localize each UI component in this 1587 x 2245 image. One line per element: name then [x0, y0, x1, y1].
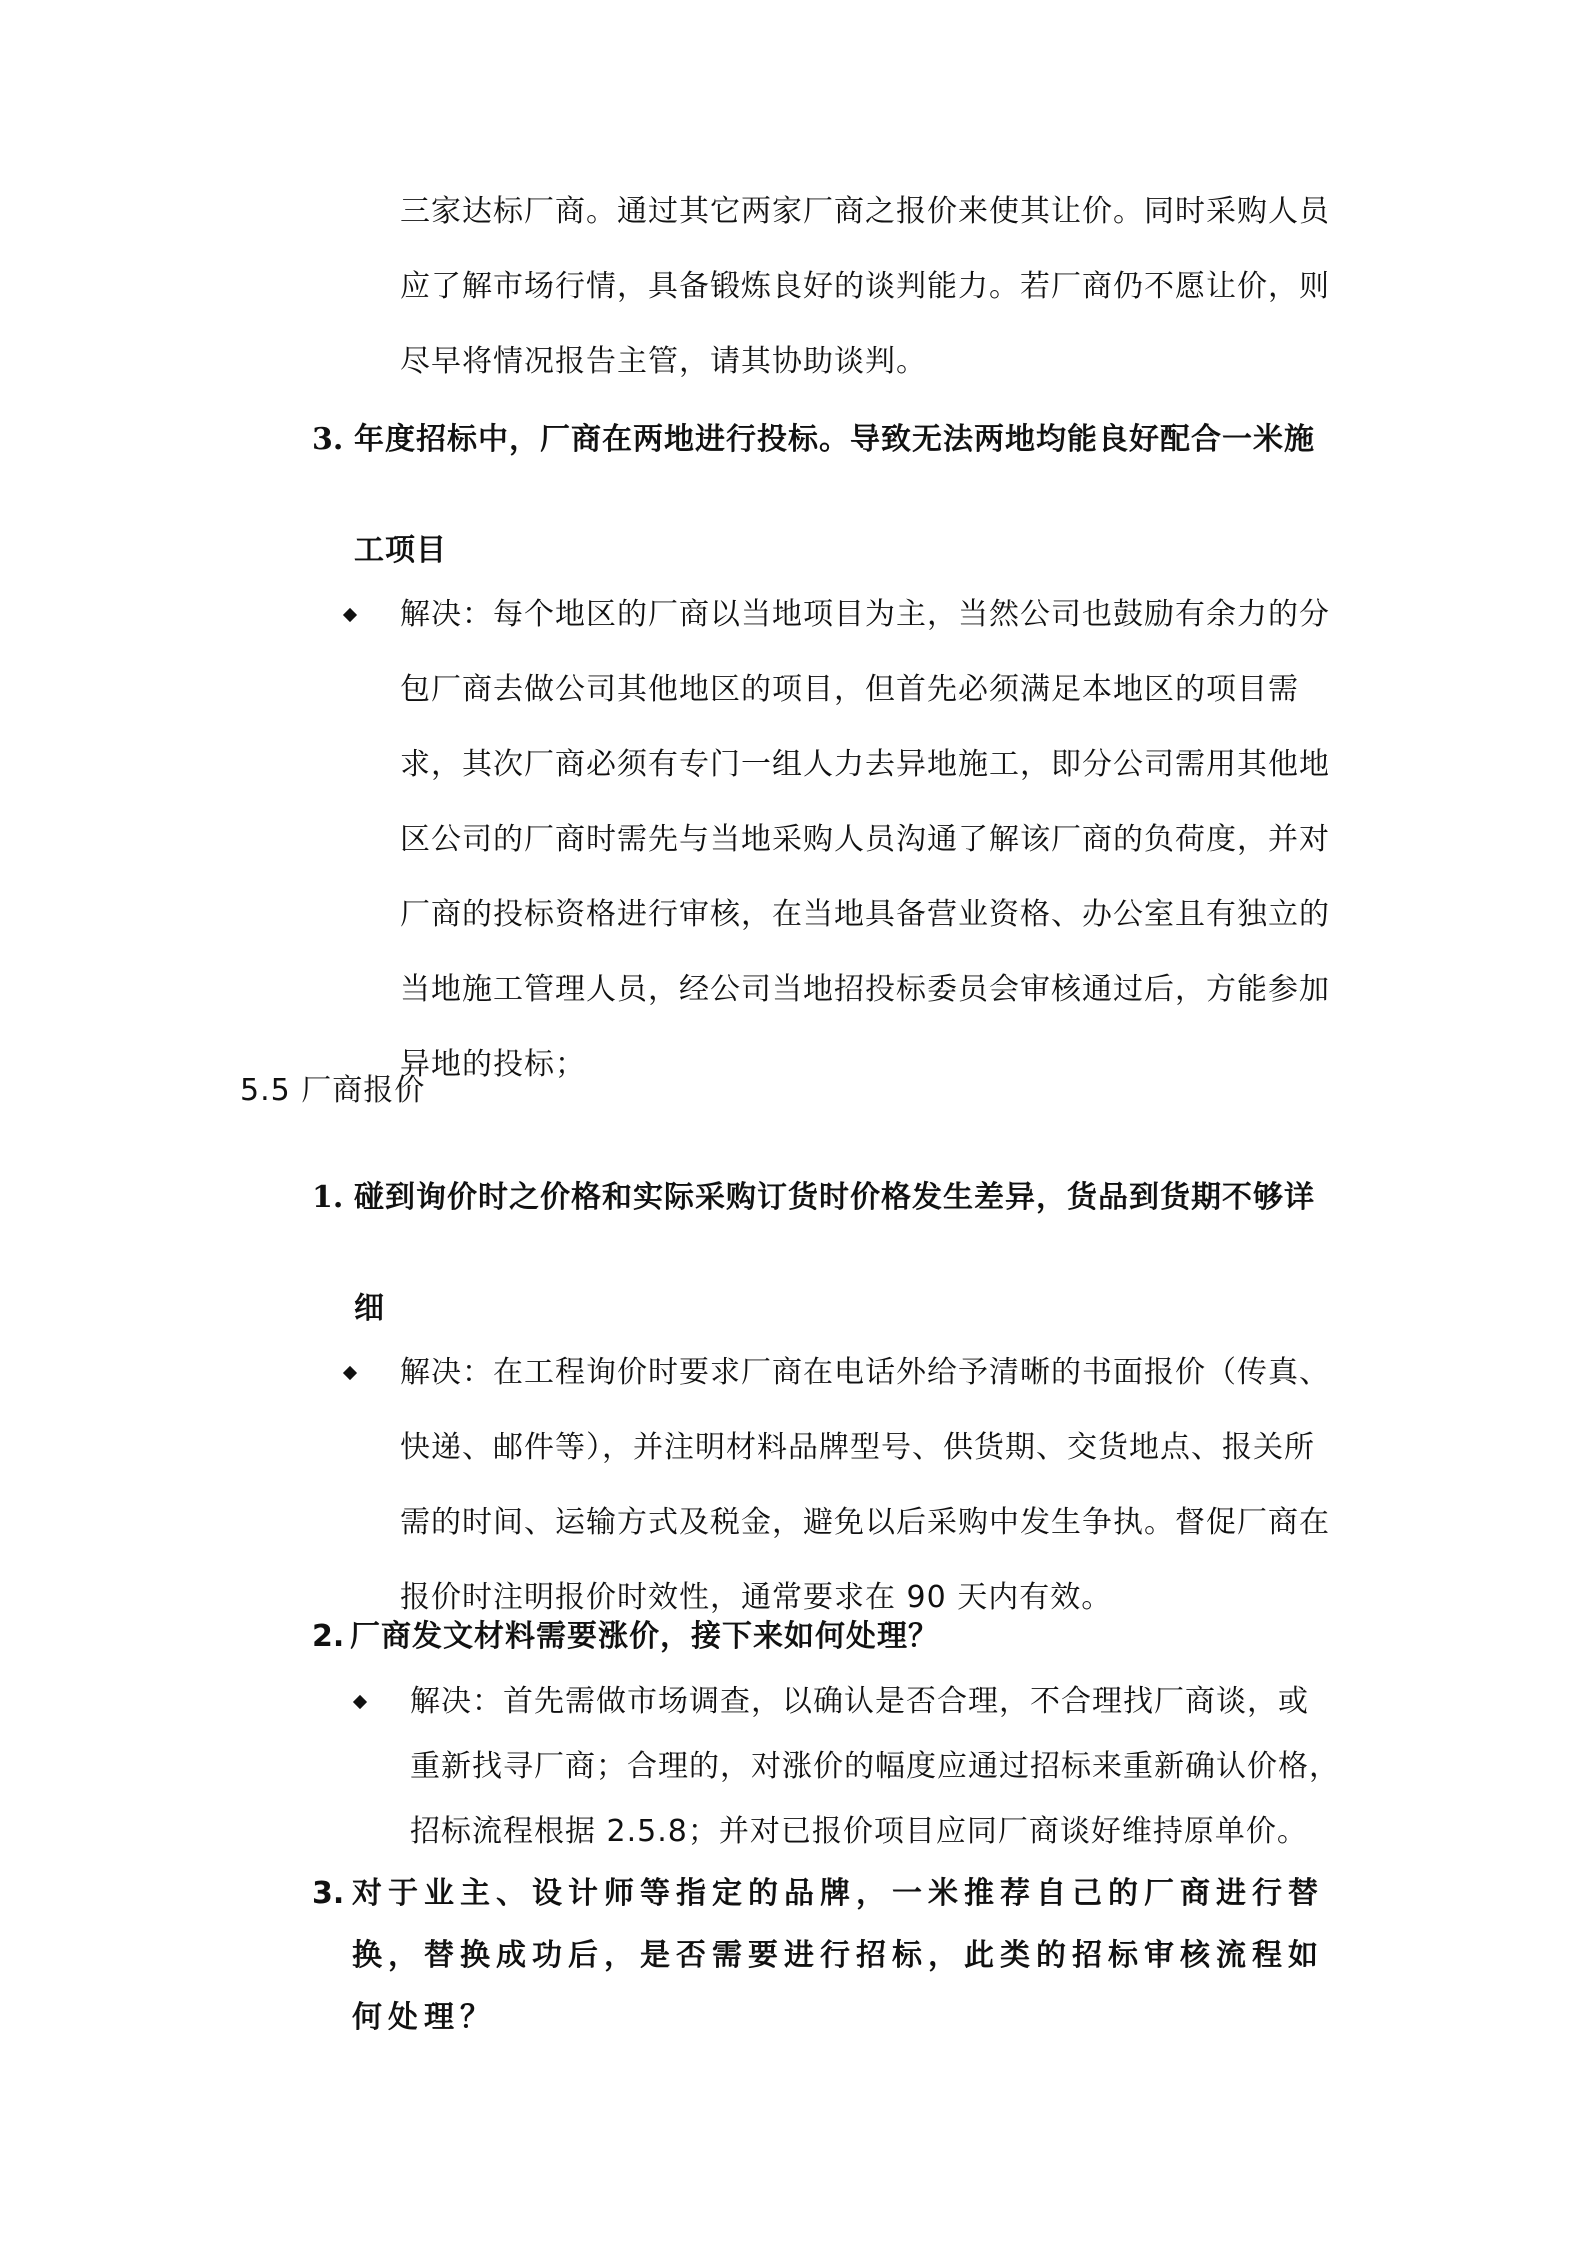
heading-line: 工项目 [354, 533, 447, 568]
heading-line: 换，替换成功后，是否需要进行招标，此类的招标审核流程如 [352, 1938, 1324, 1973]
heading-line: 何处理？ [352, 2000, 496, 2035]
text-line: 解决：首先需做市场调查，以确认是否合理，不合理找厂商谈，或 [410, 1684, 1309, 1719]
text-line: 尽早将情况报告主管，请其协助谈判。 [400, 344, 927, 379]
text-line: 解决：每个地区的厂商以当地项目为主，当然公司也鼓励有余力的分 [400, 597, 1330, 632]
heading-line: 对于业主、设计师等指定的品牌，一米推荐自己的厂商进行替 [352, 1876, 1324, 1911]
bullet-diamond-icon [343, 608, 357, 622]
text-line: 报价时注明报价时效性，通常要求在 90 天内有效。 [400, 1580, 1113, 1615]
q2-heading: 厂商发文材料需要涨价，接下来如何处理？ [350, 1619, 939, 1654]
text-line: 当地施工管理人员，经公司当地招投标委员会审核通过后，方能参加 [400, 972, 1330, 1007]
item-number: 3. [312, 1876, 345, 1911]
text-line: 招标流程根据 2.5.8；并对已报价项目应同厂商谈好维持原单价。 [410, 1814, 1308, 1849]
q1-heading [354, 1170, 1315, 1337]
section-heading: 5.5 厂商报价 [240, 1073, 426, 1108]
heading-line: 年度招标中，厂商在两地进行投标。导致无法两地均能良好配合一米施 [354, 422, 1315, 457]
text-line: 异地的投标； [400, 1047, 586, 1082]
item-number: 1. [312, 1180, 344, 1215]
item-number: 2. [312, 1619, 345, 1654]
text-line: 需的时间、运输方式及税金，避免以后采购中发生争执。督促厂商在 [400, 1505, 1330, 1540]
text-line: 快递、邮件等），并注明材料品牌型号、供货期、交货地点、报关所 [400, 1430, 1315, 1465]
q1-solution [400, 1345, 1330, 1626]
text-line: 解决：在工程询价时要求厂商在电话外给予清晰的书面报价（传真、 [400, 1355, 1330, 1390]
text-line: 应了解市场行情，具备锻炼良好的谈判能力。若厂商仍不愿让价，则 [400, 269, 1330, 304]
item3-solution [400, 587, 1330, 1093]
item-number: 3. [312, 422, 344, 457]
q2-solution [410, 1674, 1340, 1860]
bullet-diamond-icon [343, 1366, 357, 1380]
heading-line: 碰到询价时之价格和实际采购订货时价格发生差异，货品到货期不够详 [354, 1180, 1315, 1215]
text-line: 求，其次厂商必须有专门一组人力去异地施工，即分公司需用其他地 [400, 747, 1330, 782]
text-line: 重新找寻厂商；合理的，对涨价的幅度应通过招标来重新确认价格， [410, 1749, 1340, 1784]
text-line: 包厂商去做公司其他地区的项目，但首先必须满足本地区的项目需 [400, 672, 1299, 707]
item3-heading [354, 412, 1315, 579]
intro-paragraph [400, 184, 1330, 390]
heading-line: 细 [354, 1291, 385, 1326]
text-line: 三家达标厂商。通过其它两家厂商之报价来使其让价。同时采购人员 [400, 194, 1330, 229]
q3-heading [352, 1866, 1324, 2046]
text-line: 区公司的厂商时需先与当地采购人员沟通了解该厂商的负荷度，并对 [400, 822, 1330, 857]
bullet-diamond-icon [353, 1695, 367, 1709]
text-line: 厂商的投标资格进行审核，在当地具备营业资格、办公室且有独立的 [400, 897, 1330, 932]
